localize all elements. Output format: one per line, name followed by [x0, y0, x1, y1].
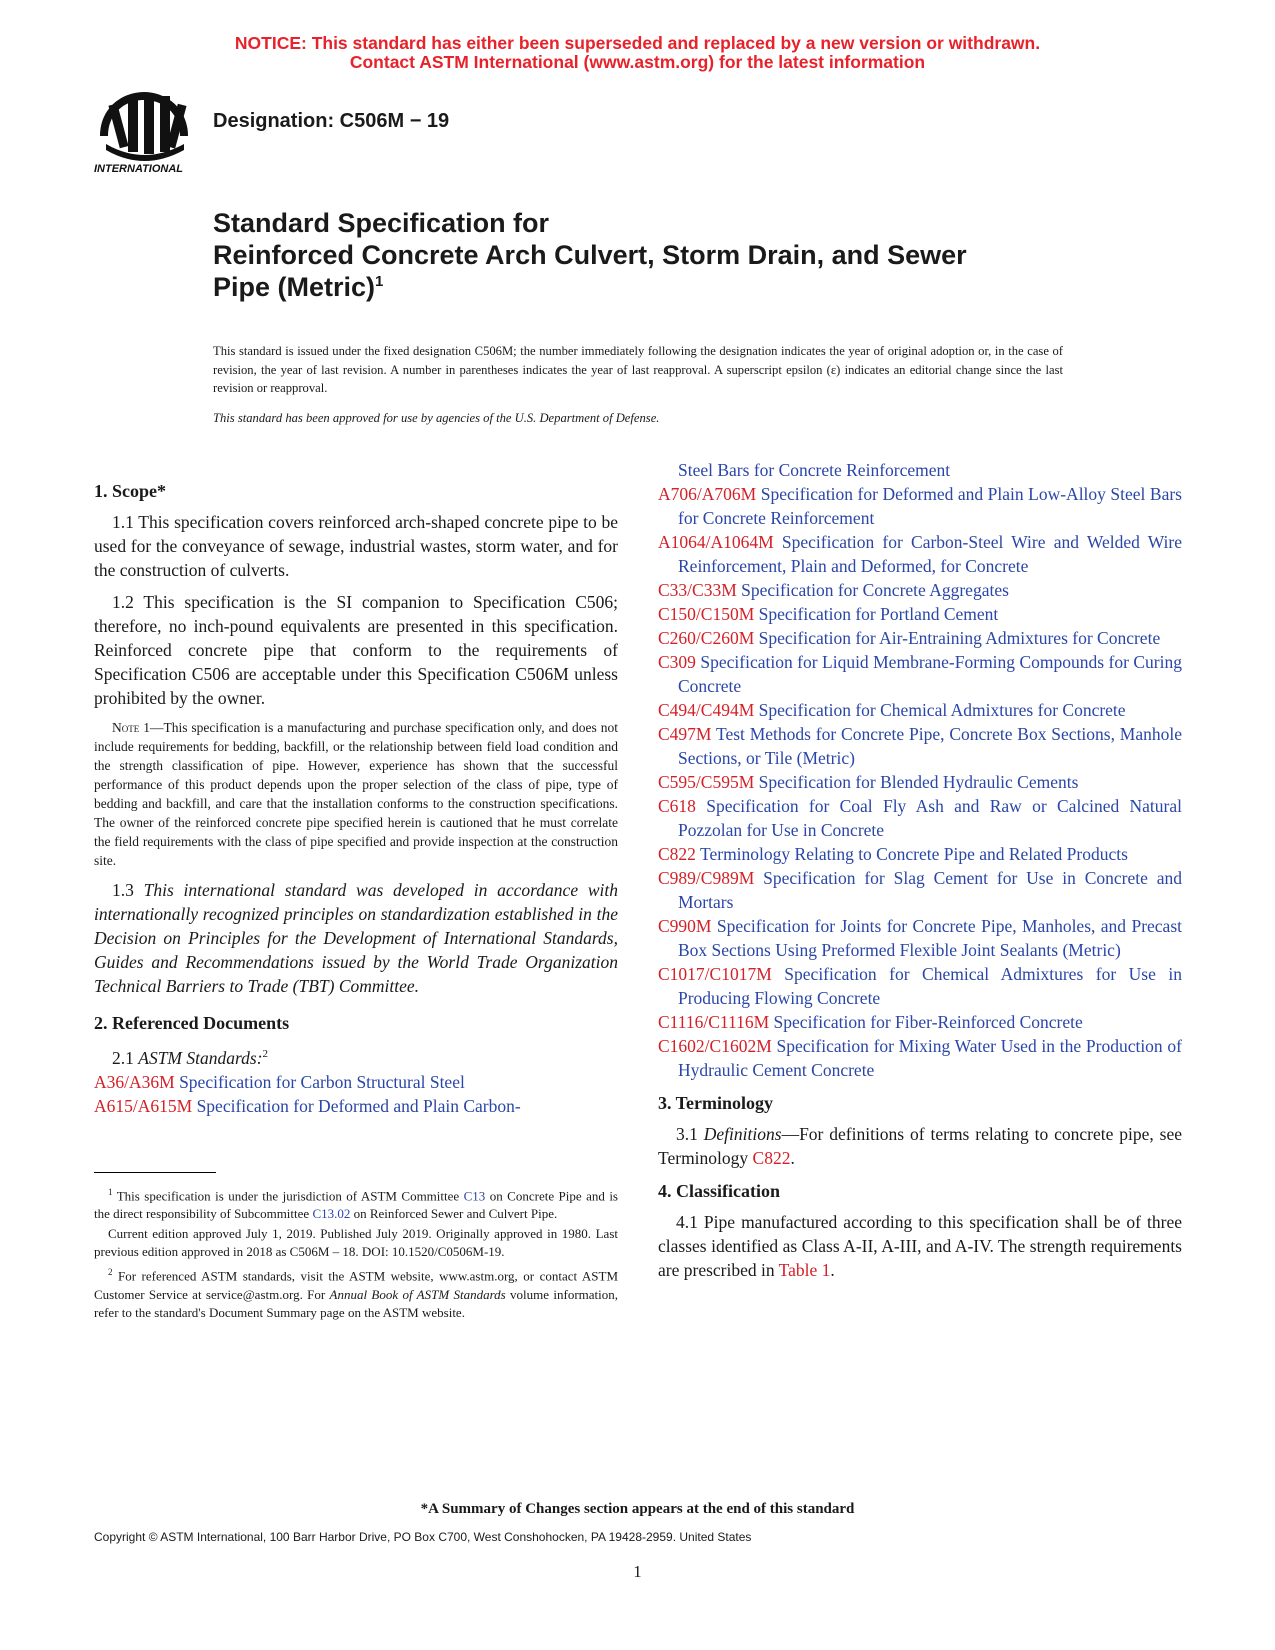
- designation: Designation: C506M − 19: [213, 110, 450, 132]
- logo-wordmark: INTERNATIONAL: [94, 163, 184, 175]
- reference-code-link[interactable]: C822: [658, 844, 696, 864]
- reference-list-right: [658, 482, 1182, 1082]
- reference-item: [658, 722, 1182, 770]
- reference-code-link[interactable]: C1116/C1116M: [658, 1012, 770, 1032]
- reference-code-link[interactable]: A615/A615M: [94, 1095, 193, 1116]
- reference-item: [658, 770, 1182, 794]
- reference-item: [658, 866, 1182, 914]
- reference-continuation: Steel Bars for Concrete Reinforcement: [678, 460, 951, 480]
- withdrawal-notice: [0, 34, 1275, 72]
- reference-item: [658, 626, 1182, 650]
- reference-code-link[interactable]: C309: [658, 652, 696, 672]
- paragraph-2-1: 2.1 ASTM Standards:$^2$: [112, 1047, 269, 1068]
- reference-item: [658, 650, 1182, 698]
- reference-item: [658, 842, 1182, 866]
- committee-c13-link[interactable]: C13: [463, 1188, 486, 1204]
- reference-item: [658, 578, 1182, 602]
- paragraph-3-1: 3.1 Definitions—For definitions of terms relating to concrete pipe, see Terminology C822.: [658, 1124, 1183, 1168]
- footnote-1-edition: Current edition approved July 1, 2019. Published July 2019. Originally approved in 1980. Last previous edition approved in 2018 as C506M – 18. DOI: 10.1520/C0506M-19.: [94, 1226, 618, 1260]
- reference-code-link[interactable]: C494/C494M: [658, 700, 755, 720]
- reference-title-link[interactable]: Specification for Portland Cement: [758, 604, 999, 624]
- document-title: [213, 207, 1113, 303]
- reference-title-link[interactable]: Terminology Relating to Concrete Pipe and Related Products: [700, 844, 1128, 864]
- notice-line-1: NOTICE: This standard has either been superseded and replaced by a new version or withdrawn.: [234, 33, 1041, 53]
- paragraph-1-3-text: This international standard was developed in accordance with internationally recognized principles on standardization established in the Decision on Principles for the Development of International Standards, Guides and Recommendations issued by the World Trade Organization Technical Barriers to Trade (TBT) Committee.: [94, 880, 619, 996]
- reference-item: [658, 482, 1182, 530]
- reference-title-link[interactable]: Specification for Joints for Concrete Pipe, Manholes, and Precast Box Sections Using Preformed Flexible Joint Sealants (Metric): [678, 916, 1182, 960]
- reference-title-link[interactable]: Specification for Mixing Water Used in the Production of Hydraulic Cement Concrete: [678, 1036, 1182, 1080]
- reference-title-link[interactable]: Specification for Carbon Structural Steel: [179, 1071, 465, 1092]
- reference-title-link[interactable]: Specification for Chemical Admixtures for Concrete: [758, 700, 1126, 720]
- footnotes: [94, 1183, 618, 1324]
- reference-code-link[interactable]: C989/C989M: [658, 868, 755, 888]
- reference-title-link[interactable]: Specification for Deformed and Plain Low-Alloy Steel Bars for Concrete Reinforcement: [678, 484, 1182, 528]
- scope-heading: 1. Scope*: [94, 481, 166, 501]
- reference-code-link[interactable]: A706/A706M: [658, 484, 757, 504]
- right-column: [658, 458, 1182, 1290]
- note-label: Note 1: [112, 720, 150, 735]
- terminology-heading: 3. Terminology: [658, 1093, 774, 1113]
- reference-code-link[interactable]: C990M: [658, 916, 712, 936]
- reference-item: [658, 530, 1182, 578]
- reference-list-left: [94, 1070, 618, 1118]
- reference-title-link[interactable]: Specification for Liquid Membrane-Forming Compounds for Curing Concrete: [678, 652, 1182, 696]
- notice-line-2: Contact ASTM International (www.astm.org) for the latest information: [349, 52, 926, 72]
- reference-title-link[interactable]: Specification for Carbon-Steel Wire and Welded Wire Reinforcement, Plain and Deformed, for Concrete: [678, 532, 1183, 576]
- reference-code-link[interactable]: C150/C150M: [658, 604, 755, 624]
- reference-title-link[interactable]: Specification for Concrete Aggregates: [741, 580, 1009, 600]
- reference-title-link[interactable]: Specification for Fiber-Reinforced Concrete: [773, 1012, 1083, 1032]
- reference-title-link[interactable]: Specification for Slag Cement for Use in Concrete and Mortars: [678, 868, 1182, 912]
- reference-item: [94, 1094, 618, 1118]
- summary-of-changes-note: *A Summary of Changes section appears at the end of this standard: [420, 1501, 855, 1517]
- reference-item: [658, 698, 1182, 722]
- reference-code-link[interactable]: C497M: [658, 724, 712, 744]
- reference-title-link[interactable]: Specification for Blended Hydraulic Cements: [758, 772, 1079, 792]
- footnote-1: $^1$ This specification is under the jurisdiction of ASTM Committee C13 on Concrete Pipe and is the direct responsibility of Subcommittee C13.02 on Reinforced Sewer and Culvert Pipe.: [94, 1187, 618, 1222]
- paragraph-1-3: 1.3 This international standard was developed in accordance with internationally recognized principles on standardization established in the Decision on Principles for the Development of International Standards, Guides and Recommendations issued by the World Trade Organization Technical Barriers to Trade (TBT) Committee.: [94, 880, 619, 996]
- title-footnote-mark: 1: [375, 273, 384, 290]
- reference-title-link[interactable]: Specification for Deformed and Plain Carbon-: [196, 1095, 521, 1116]
- reference-item: [658, 1034, 1182, 1082]
- reference-code-link[interactable]: A36/A36M: [94, 1071, 175, 1092]
- terminology-c822-link[interactable]: C822: [752, 1148, 791, 1168]
- reference-title-link[interactable]: Specification for Coal Fly Ash and Raw or Calcined Natural Pozzolan for Use in Concrete: [678, 796, 1182, 840]
- subcommittee-c13-02-link[interactable]: C13.02: [312, 1206, 351, 1222]
- reference-code-link[interactable]: C33/C33M: [658, 580, 737, 600]
- reference-title-link[interactable]: Specification for Chemical Admixtures for Use in Producing Flowing Concrete: [678, 964, 1183, 1008]
- reference-item: [658, 1010, 1182, 1034]
- paragraph-1-1: 1.1 This specification covers reinforced arch-shaped concrete pipe to be used for the conveyance of sewage, industrial wastes, storm water, and for the construction of culverts.: [94, 512, 618, 580]
- dod-approval: This standard has been approved for use by agencies of the U.S. Department of Defense.: [213, 411, 660, 425]
- reference-code-link[interactable]: C618: [658, 796, 696, 816]
- reference-title-link[interactable]: Specification for Air-Entraining Admixtures for Concrete: [758, 628, 1161, 648]
- copyright: Copyright © ASTM International, 100 Barr Harbor Drive, PO Box C700, West Conshohocken, PA 19428-2959. United States: [94, 1530, 752, 1544]
- reference-item: [658, 602, 1182, 626]
- reference-title-link[interactable]: Test Methods for Concrete Pipe, Concrete Box Sections, Manhole Sections, or Tile (Metric): [678, 724, 1183, 768]
- footnote-2: $^2$ For referenced ASTM standards, visit the ASTM website, www.astm.org, or contact ASTM Customer Service at service@astm.org. For Annual Book of ASTM Standards volume information, refer to the standard's Document Summary page on the ASTM website.: [94, 1267, 619, 1320]
- reference-code-link[interactable]: C1602/C1602M: [658, 1036, 772, 1056]
- reference-code-link[interactable]: A1064/A1064M: [658, 532, 774, 552]
- paragraph-4-1: 4.1 Pipe manufactured according to this specification shall be of three classes identified as Class A-II, A-III, and A-IV. The strength requirements are prescribed in Table 1.: [658, 1212, 1182, 1280]
- table-1-link[interactable]: Table 1: [778, 1260, 831, 1280]
- astm-logo-icon: [92, 84, 204, 176]
- paragraph-1-2: 1.2 This specification is the SI companion to Specification C506; therefore, no inch-pound equivalents are presented in this specification. Reinforced concrete pipe that conform to the requirements of Specification C506 are acceptable under this Specification C506M unless prohibited by the owner.: [94, 592, 618, 708]
- reference-code-link[interactable]: C595/C595M: [658, 772, 755, 792]
- title-line-2: Reinforced Concrete Arch Culvert, Storm Drain, and Sewer: [213, 240, 967, 270]
- referenced-documents-heading: 2. Referenced Documents: [94, 1013, 290, 1033]
- reference-code-link[interactable]: C260/C260M: [658, 628, 755, 648]
- classification-heading: 4. Classification: [658, 1181, 781, 1201]
- title-line-3: Pipe (Metric)$^1$: [213, 272, 384, 302]
- note-1: [94, 718, 618, 870]
- issuance-statement: This standard is issued under the fixed designation C506M; the number immediately following the designation indicates the year of original adoption or, in the case of revision, the year of last revision. A number in parentheses indicates the year of last reapproval. A superscript epsilon (ε) indicates an editorial change since the last revision or reapproval.: [213, 344, 1063, 395]
- note-text: —This specification is a manufacturing and purchase specification only, and does not include requirements for bedding, backfill, or the relationship between field load condition and the strength classification of pipe. However, experience has shown that the successful performance of this product depends upon the proper selection of the class of pipe, type of bedding and backfill, and care that the installation conforms to the construction specifications. The owner of the reinforced concrete pipe specified herein is cautioned that he must correlate the field requirements with the class of pipe specified and provide inspection at the construction site.: [94, 720, 618, 868]
- left-column: [94, 480, 618, 1118]
- reference-code-link[interactable]: C1017/C1017M: [658, 964, 772, 984]
- reference-item: [658, 962, 1182, 1010]
- reference-item: [94, 1070, 618, 1094]
- reference-item: [658, 914, 1182, 962]
- reference-item: [658, 794, 1182, 842]
- title-line-1: Standard Specification for: [213, 208, 550, 238]
- page-number: 1: [633, 1562, 642, 1581]
- footnote-divider: [94, 1172, 216, 1173]
